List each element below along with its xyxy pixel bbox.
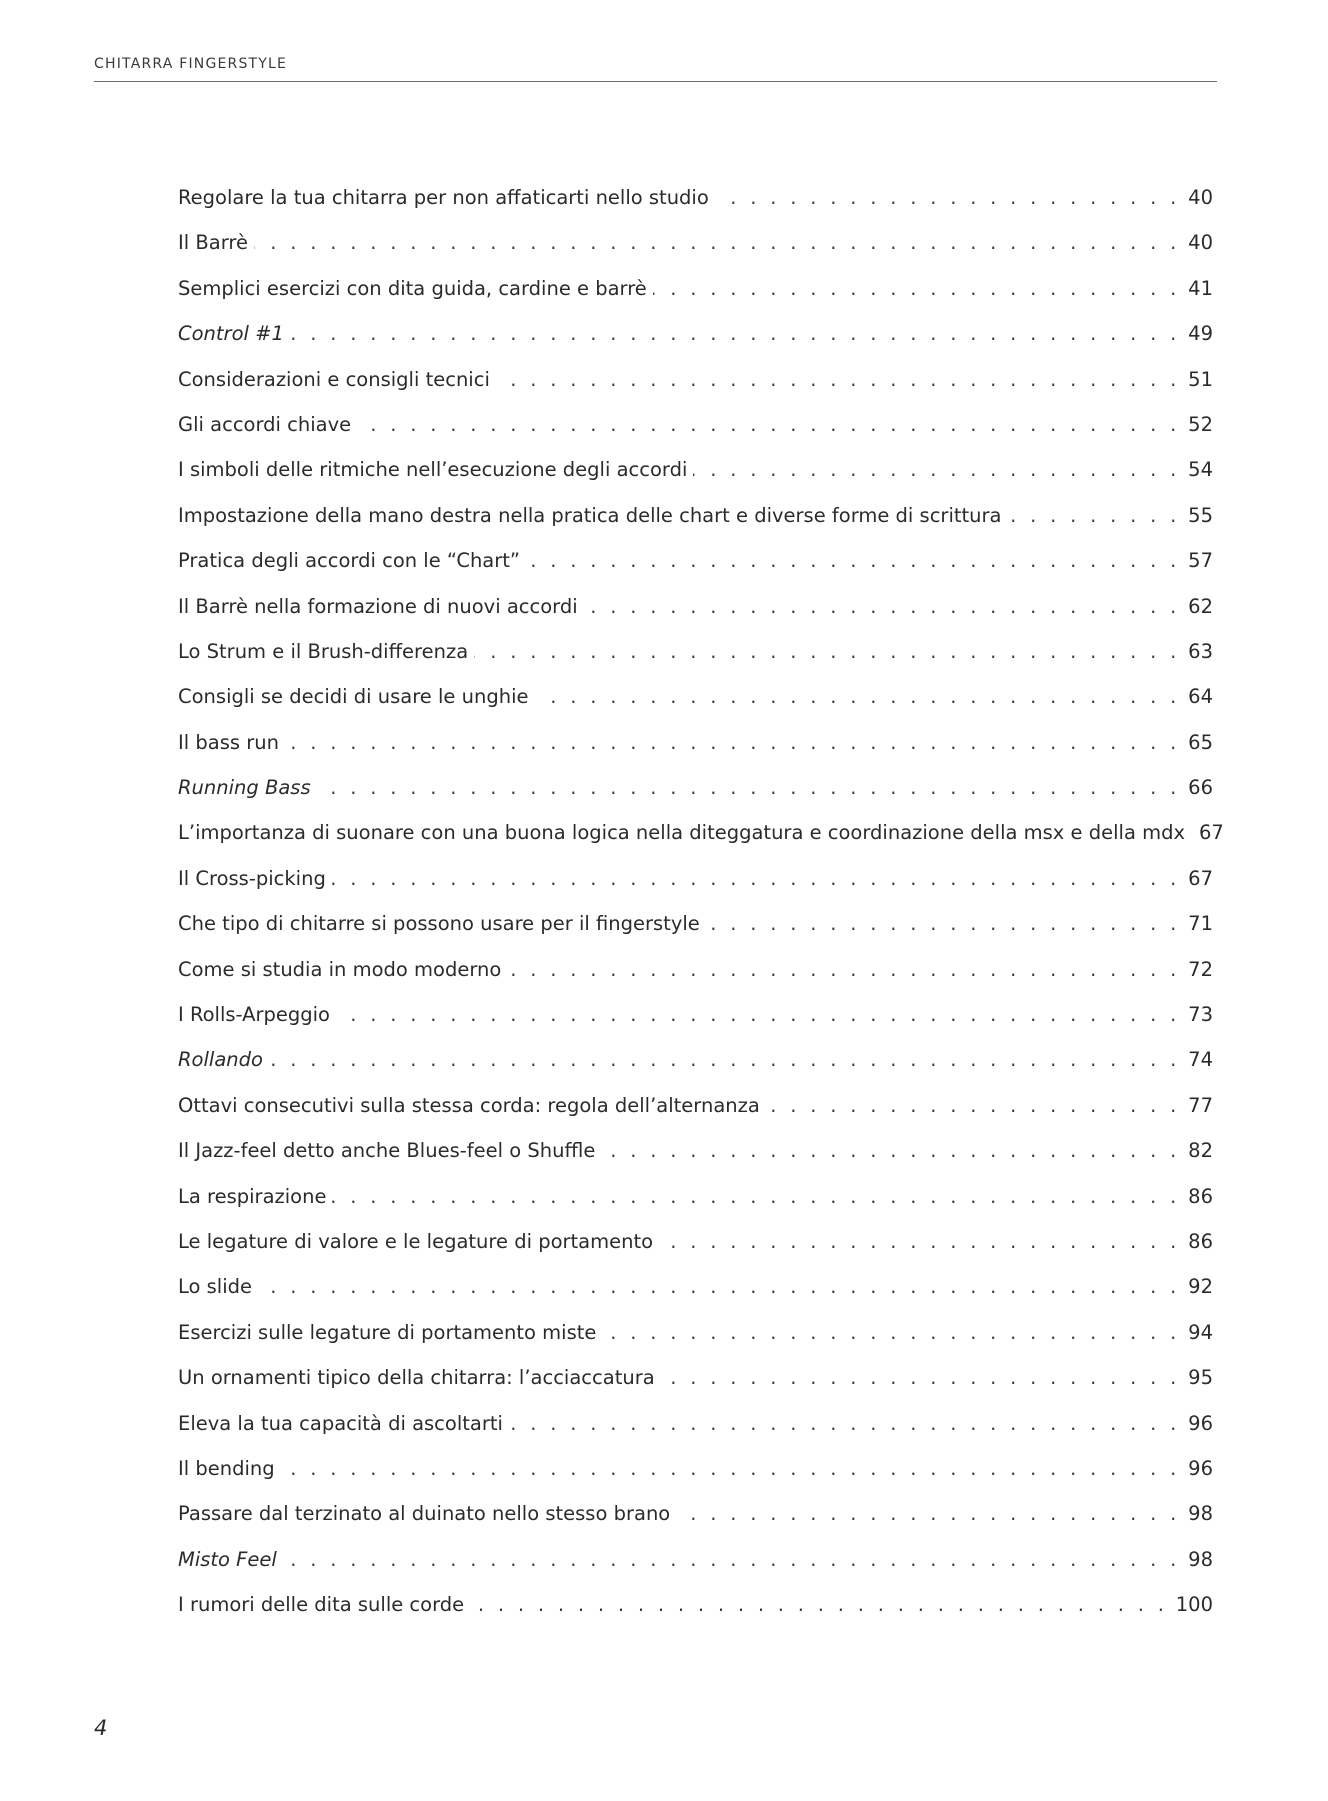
toc-entry (178, 408, 1213, 453)
toc-entry-page: 100 (1175, 1593, 1213, 1617)
toc-entry-title: Il bending (178, 1456, 275, 1480)
toc-entry-page: 51 (1188, 367, 1213, 391)
toc-entry-title: Il Jazz-feel detto anche Blues-feel o Shuffle (178, 1139, 596, 1163)
dot-leader (283, 1543, 1180, 1577)
toc-entry (178, 816, 1224, 861)
toc-entry (178, 635, 1213, 680)
toc-entry (178, 1407, 1213, 1452)
toc-entry-page: 54 (1188, 458, 1213, 482)
toc-entry-title: Il Barrè nella formazione di nuovi accordi (178, 594, 578, 618)
dot-leader (285, 726, 1180, 760)
toc-entry-title: Lo slide (178, 1275, 253, 1299)
dot-leader (332, 862, 1180, 896)
toc-entry-title: L’importanza di suonare con una buona logica nella diteggatura e coordinazione della msx e della mdx (178, 821, 1186, 845)
toc-entry-page: 65 (1188, 730, 1213, 754)
toc-entry-page: 62 (1188, 594, 1213, 618)
table-of-contents (178, 181, 1224, 1634)
toc-entry (178, 1180, 1213, 1225)
toc-entry (178, 453, 1213, 498)
toc-entry-page: 71 (1188, 912, 1213, 936)
toc-entry (178, 907, 1213, 952)
dot-leader (601, 1134, 1180, 1168)
toc-entry (178, 1497, 1213, 1542)
toc-entry (178, 363, 1213, 408)
toc-entry (178, 726, 1213, 771)
toc-entry (178, 1543, 1213, 1588)
dot-leader (281, 1452, 1181, 1486)
dot-leader (653, 272, 1180, 306)
dot-leader (269, 1043, 1180, 1077)
toc-entry (178, 1225, 1213, 1270)
dot-leader (470, 1588, 1168, 1622)
dot-leader (258, 1270, 1180, 1304)
dot-leader (317, 771, 1181, 805)
toc-entry (178, 680, 1213, 725)
toc-entry-title: Pratica degli accordi con le “Chart” (178, 549, 521, 573)
toc-entry-page: 41 (1188, 276, 1213, 300)
toc-entry (178, 1316, 1213, 1361)
toc-entry-page: 67 (1188, 866, 1213, 890)
dot-leader (659, 1225, 1180, 1259)
toc-entry-title: Che tipo di chitarre si possono usare per il fingerstyle (178, 912, 700, 936)
toc-entry-title: Consigli se decidi di usare le unghie (178, 685, 529, 709)
toc-entry (178, 1588, 1213, 1633)
toc-entry-page: 98 (1188, 1547, 1213, 1571)
toc-entry-title: Running Bass (178, 776, 311, 800)
dot-leader (676, 1497, 1180, 1531)
dot-leader (526, 544, 1180, 578)
toc-entry-page: 57 (1188, 549, 1213, 573)
toc-entry-page: 86 (1188, 1184, 1213, 1208)
toc-entry (178, 499, 1213, 544)
toc-entry (178, 544, 1213, 589)
toc-entry-page: 66 (1188, 776, 1213, 800)
toc-entry-page: 95 (1188, 1366, 1213, 1390)
toc-entry (178, 181, 1213, 226)
dot-leader (661, 1361, 1181, 1395)
toc-entry-title: Impostazione della mano destra nella pratica delle chart e diverse forme di scrittura (178, 503, 1002, 527)
toc-entry-page: 63 (1188, 639, 1213, 663)
dot-leader (509, 1407, 1180, 1441)
dot-leader (766, 1089, 1180, 1123)
toc-entry-title: Eleva la tua capacità di ascoltarti (178, 1411, 503, 1435)
dot-leader (715, 181, 1180, 215)
page-number: 4 (94, 1716, 108, 1740)
toc-entry (178, 1089, 1213, 1134)
toc-entry-title: I rumori delle dita sulle corde (178, 1593, 465, 1617)
dot-leader (584, 590, 1181, 624)
toc-entry-page: 82 (1188, 1139, 1213, 1163)
toc-entry-title: Il Barrè (178, 231, 248, 255)
toc-entry-page: 73 (1188, 1003, 1213, 1027)
toc-entry (178, 226, 1213, 271)
toc-entry-page: 86 (1188, 1229, 1213, 1253)
dot-leader (535, 680, 1181, 714)
toc-entry-page: 72 (1188, 957, 1213, 981)
toc-entry-title: Control #1 (178, 322, 284, 346)
toc-entry-title: Esercizi sulle legature di portamento miste (178, 1320, 597, 1344)
toc-entry-page: 40 (1188, 186, 1213, 209)
toc-entry-title: Passare dal terzinato al duinato nello stesso brano (178, 1502, 671, 1526)
dot-leader (357, 408, 1180, 442)
toc-entry-title: I Rolls-Arpeggio (178, 1003, 330, 1027)
dot-leader (332, 1180, 1180, 1214)
toc-entry (178, 862, 1213, 907)
dot-leader (693, 453, 1180, 487)
dot-leader (474, 635, 1180, 669)
toc-entry-title: Lo Strum e il Brush-differenza (178, 639, 469, 663)
toc-entry-title: Un ornamenti tipico della chitarra: l’acciaccatura (178, 1366, 655, 1390)
toc-entry-page: 49 (1188, 322, 1213, 346)
toc-entry-page: 64 (1188, 685, 1213, 709)
toc-entry-title: Gli accordi chiave (178, 412, 352, 436)
toc-entry-page: 96 (1188, 1411, 1213, 1435)
toc-entry-title: Misto Feel (178, 1547, 277, 1571)
toc-entry-page: 74 (1188, 1048, 1213, 1072)
toc-entry-title: Regolare la tua chitarra per non affaticarti nello studio (178, 186, 709, 209)
dot-leader (496, 363, 1180, 397)
toc-entry-title: I simboli delle ritmiche nell’esecuzione degli accordi (178, 458, 688, 482)
dot-leader (336, 998, 1180, 1032)
toc-entry-page: 40 (1188, 231, 1213, 255)
dot-leader (602, 1316, 1180, 1350)
toc-entry-page: 52 (1188, 412, 1213, 436)
toc-entry (178, 1043, 1213, 1088)
toc-entry-page: 55 (1188, 503, 1213, 527)
toc-entry (178, 1452, 1213, 1497)
toc-entry-title: La respirazione (178, 1184, 327, 1208)
toc-entry (178, 953, 1213, 998)
toc-entry-title: Il bass run (178, 730, 279, 754)
toc-entry (178, 998, 1213, 1043)
toc-entry-title: Il Cross-picking (178, 866, 326, 890)
toc-entry-title: Ottavi consecutivi sulla stessa corda: regola dell’alternanza (178, 1093, 760, 1117)
toc-entry-title: Come si studia in modo moderno (178, 957, 502, 981)
toc-entry (178, 272, 1213, 317)
toc-entry (178, 590, 1213, 635)
toc-entry-title: Considerazioni e consigli tecnici (178, 367, 490, 391)
header-divider (94, 81, 1217, 82)
toc-entry-page: 94 (1188, 1320, 1213, 1344)
toc-entry-page: 98 (1188, 1502, 1213, 1526)
toc-entry-title: Le legature di valore e le legature di portamento (178, 1229, 654, 1253)
toc-entry-title: Rollando (178, 1048, 263, 1072)
toc-entry (178, 1270, 1213, 1315)
toc-entry-page: 77 (1188, 1093, 1213, 1117)
dot-leader (706, 907, 1180, 941)
running-header: CHITARRA FINGERSTYLE (94, 56, 288, 72)
toc-entry (178, 317, 1213, 362)
toc-entry (178, 1361, 1213, 1406)
toc-entry-title: Semplici esercizi con dita guida, cardine e barrè (178, 276, 647, 300)
dot-leader (254, 226, 1180, 260)
toc-entry-page: 96 (1188, 1456, 1213, 1480)
toc-entry (178, 771, 1213, 816)
toc-entry-page: 67 (1199, 821, 1224, 845)
dot-leader (1008, 499, 1181, 533)
toc-entry (178, 1134, 1213, 1179)
dot-leader (290, 317, 1180, 351)
toc-entry-page: 92 (1188, 1275, 1213, 1299)
dot-leader (507, 953, 1180, 987)
